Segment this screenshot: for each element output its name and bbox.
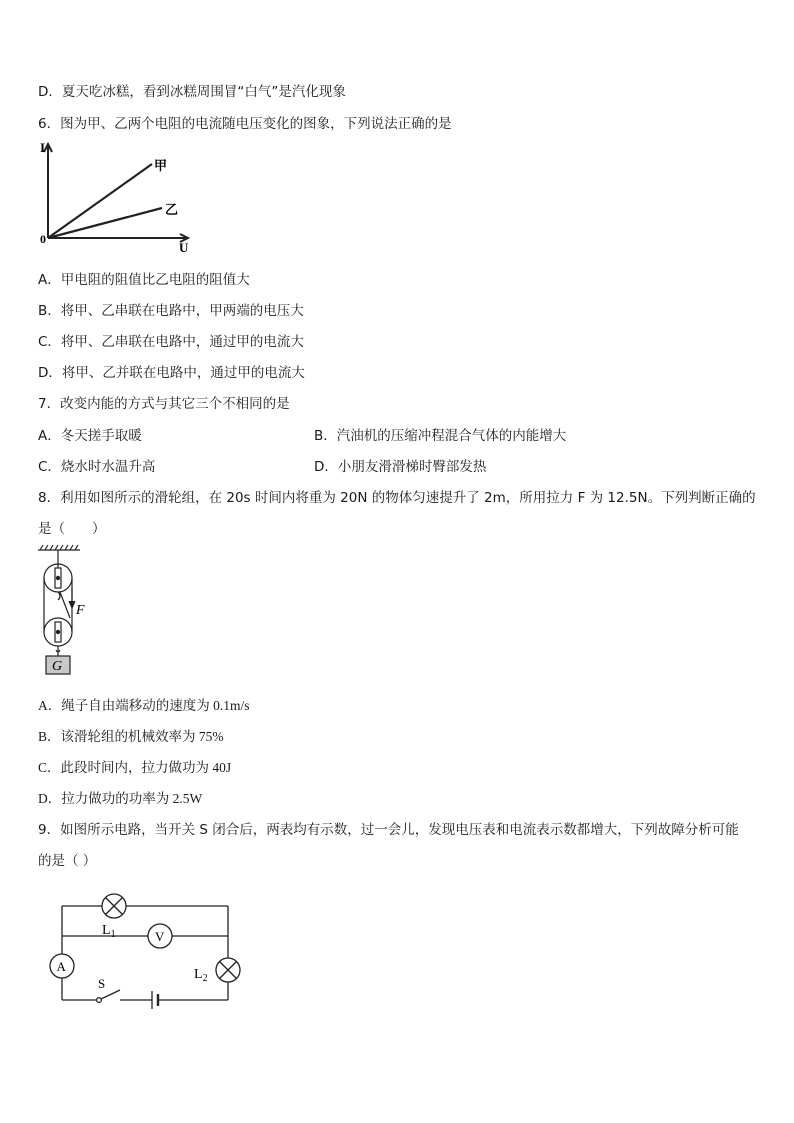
q6-x-axis-label: U bbox=[179, 240, 189, 252]
voltmeter-label: V bbox=[155, 929, 165, 944]
q8-option-d: D．拉力做功的功率为 2.5W bbox=[38, 791, 203, 806]
q9-stem-line1: 9．如图所示电路，当开关 S 闭合后，两表均有示数，过一会儿，发现电压表和电流表示数都增大，下列故障分析可能 bbox=[38, 822, 739, 838]
switch-label: S bbox=[98, 976, 106, 991]
ceiling-hatch bbox=[40, 545, 78, 550]
lamp-l1-label: $L_1$ bbox=[102, 923, 116, 940]
prev-question-option-d: D．夏天吃冰糕，看到冰糕周围冒“白气”是汽化现象 bbox=[38, 84, 346, 100]
q6-option-b: B．将甲、乙串联在电路中，甲两端的电压大 bbox=[38, 303, 304, 319]
q8-force-label: F bbox=[76, 603, 85, 618]
q7-option-b: B．汽油机的压缩冲程混合气体的内能增大 bbox=[314, 428, 567, 444]
q6-option-d: D．将甲、乙并联在电路中，通过甲的电流大 bbox=[38, 365, 305, 381]
q8-option-b: B．该滑轮组的机械效率为 75% bbox=[38, 729, 224, 744]
q6-origin-label: 0 bbox=[40, 232, 46, 246]
lamp-l2 bbox=[216, 958, 240, 982]
q6-line-jia bbox=[48, 164, 152, 238]
q7-stem: 7．改变内能的方式与其它三个不相同的是 bbox=[38, 396, 290, 412]
q7-option-a: A．冬天搓手取暖 bbox=[38, 428, 142, 444]
q6-stem: 6．图为甲、乙两个电阻的电流随电压变化的图象，下列说法正确的是 bbox=[38, 116, 452, 132]
q8-weight-label: G bbox=[52, 659, 63, 674]
q6-iu-graph bbox=[34, 140, 204, 252]
q6-label-jia: 甲 bbox=[154, 159, 168, 174]
q6-option-c: C．将甲、乙串联在电路中，通过甲的电流大 bbox=[38, 334, 304, 350]
q8-pulley-figure bbox=[36, 544, 96, 686]
q6-option-a: A．甲电阻的阻值比乙电阻的阻值大 bbox=[38, 272, 250, 288]
q9-circuit-diagram bbox=[44, 888, 248, 1012]
q8-option-c: C．此段时间内，拉力做功为 40J bbox=[38, 760, 232, 775]
q7-option-d: D．小朋友滑滑梯时臀部发热 bbox=[314, 459, 487, 475]
q9-stem-line2: 的是（ ） bbox=[38, 853, 97, 869]
q8-stem-line2: 是（ ） bbox=[38, 521, 106, 537]
lamp-l1 bbox=[102, 894, 126, 918]
ammeter-label: A bbox=[56, 959, 66, 974]
q6-label-yi: 乙 bbox=[165, 203, 179, 218]
lamp-l2-label: $L_2$ bbox=[194, 967, 208, 984]
q8-option-a: A．绳子自由端移动的速度为 0.1m/s bbox=[38, 698, 250, 713]
q6-y-axis-label: I bbox=[40, 140, 46, 155]
q8-stem-line1: 8．利用如图所示的滑轮组，在 20s 时间内将重为 20N 的物体匀速提升了 2m，所用拉力 F 为 12.5N。下列判断正确的 bbox=[38, 490, 756, 506]
q7-option-c: C．烧水时水温升高 bbox=[38, 459, 156, 475]
q6-line-yi bbox=[48, 208, 162, 238]
switch bbox=[97, 998, 102, 1003]
